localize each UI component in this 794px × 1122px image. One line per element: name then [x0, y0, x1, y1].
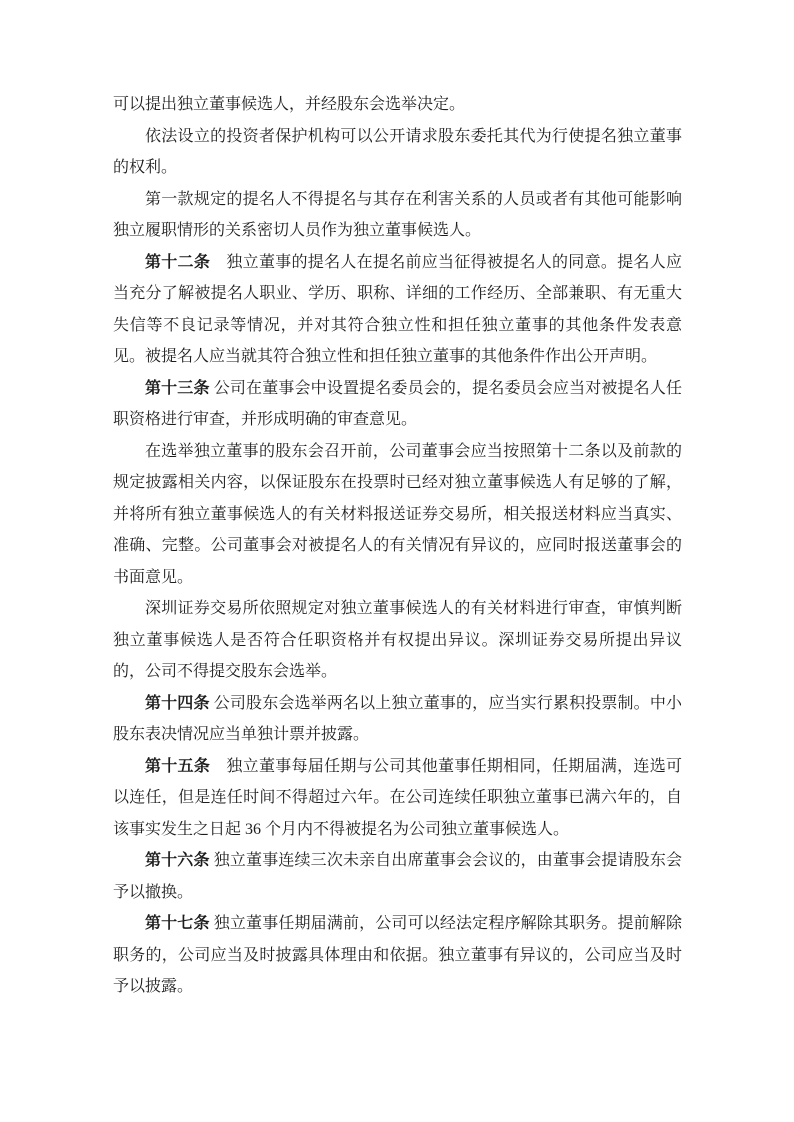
paragraph-text: 独立董事连续三次未亲自出席董事会会议的，由董事会提请股东会予以撤换。: [113, 852, 682, 901]
document-body: [113, 89, 682, 1003]
paragraph-text: 在选举独立董事的股东会召开前，公司董事会应当按照第十二条以及前款的规定披露相关内容，以保证股东在投票时已经对独立董事候选人有足够的了解，并将所有独立董事候选人的有关材料报送证券交易所，相关报送材料应当真实、准确、完整。公司董事会对被提名人的有关情况有异议的，应同时报送董事会的书面意见。: [113, 442, 682, 586]
paragraph-article-16: [113, 845, 682, 908]
paragraph-article-17: [113, 908, 682, 1003]
paragraph: [113, 89, 682, 121]
paragraph-text: 公司股东会选举两名以上独立董事的，应当实行累积投票制。中小股东表决情况应当单独计票并披露。: [113, 694, 682, 743]
article-number: 第十七条: [145, 915, 210, 932]
paragraph: [113, 121, 682, 184]
article-number: 第十六条: [145, 852, 210, 869]
paragraph: [113, 436, 682, 594]
paragraph-article-12: [113, 247, 682, 373]
paragraph-text: 公司在董事会中设置提名委员会的，提名委员会应当对被提名人任职资格进行审查，并形成明确的审查意见。: [113, 379, 682, 428]
paragraph: [113, 593, 682, 688]
paragraph-text: 第一款规定的提名人不得提名与其存在利害关系的人员或者有其他可能影响独立履职情形的关系密切人员作为独立董事候选人。: [113, 190, 682, 239]
paragraph-text: 可以提出独立董事候选人，并经股东会选举决定。: [113, 96, 466, 113]
article-number: 第十四条: [145, 694, 210, 712]
article-number: 第十三条: [145, 379, 210, 397]
paragraph-text: 独立董事每届任期与公司其他董事任期相同，任期届满，连选可以连任，但是连任时间不得超过六年。在公司连续任职独立董事已满六年的，自该事实发生之日起 36 个月内不得被提名为公司独立董事候选人。: [113, 757, 682, 838]
paragraph-article-15: [113, 751, 682, 846]
paragraph-article-14: [113, 688, 682, 751]
paragraph-text: 独立董事的提名人在提名前应当征得被提名人的同意。提名人应当充分了解被提名人职业、学历、职称、详细的工作经历、全部兼职、有无重大失信等不良记录等情况，并对其符合独立性和担任独立董事的其他条件发表意见。被提名人应当就其符合独立性和担任独立董事的其他条件作出公开声明。: [113, 253, 682, 365]
article-number: 第十五条: [145, 757, 211, 775]
paragraph: [113, 184, 682, 247]
paragraph-article-13: [113, 373, 682, 436]
article-number: 第十二条: [145, 253, 211, 271]
paragraph-text: 依法设立的投资者保护机构可以公开请求股东委托其代为行使提名独立董事的权利。: [113, 127, 682, 176]
paragraph-text: 深圳证券交易所依照规定对独立董事候选人的有关材料进行审查，审慎判断独立董事候选人是否符合任职资格并有权提出异议。深圳证券交易所提出异议的，公司不得提交股东会选举。: [113, 600, 682, 680]
paragraph-text: 独立董事任期届满前，公司可以经法定程序解除其职务。提前解除职务的，公司应当及时披露具体理由和依据。独立董事有异议的，公司应当及时予以披露。: [113, 915, 682, 995]
